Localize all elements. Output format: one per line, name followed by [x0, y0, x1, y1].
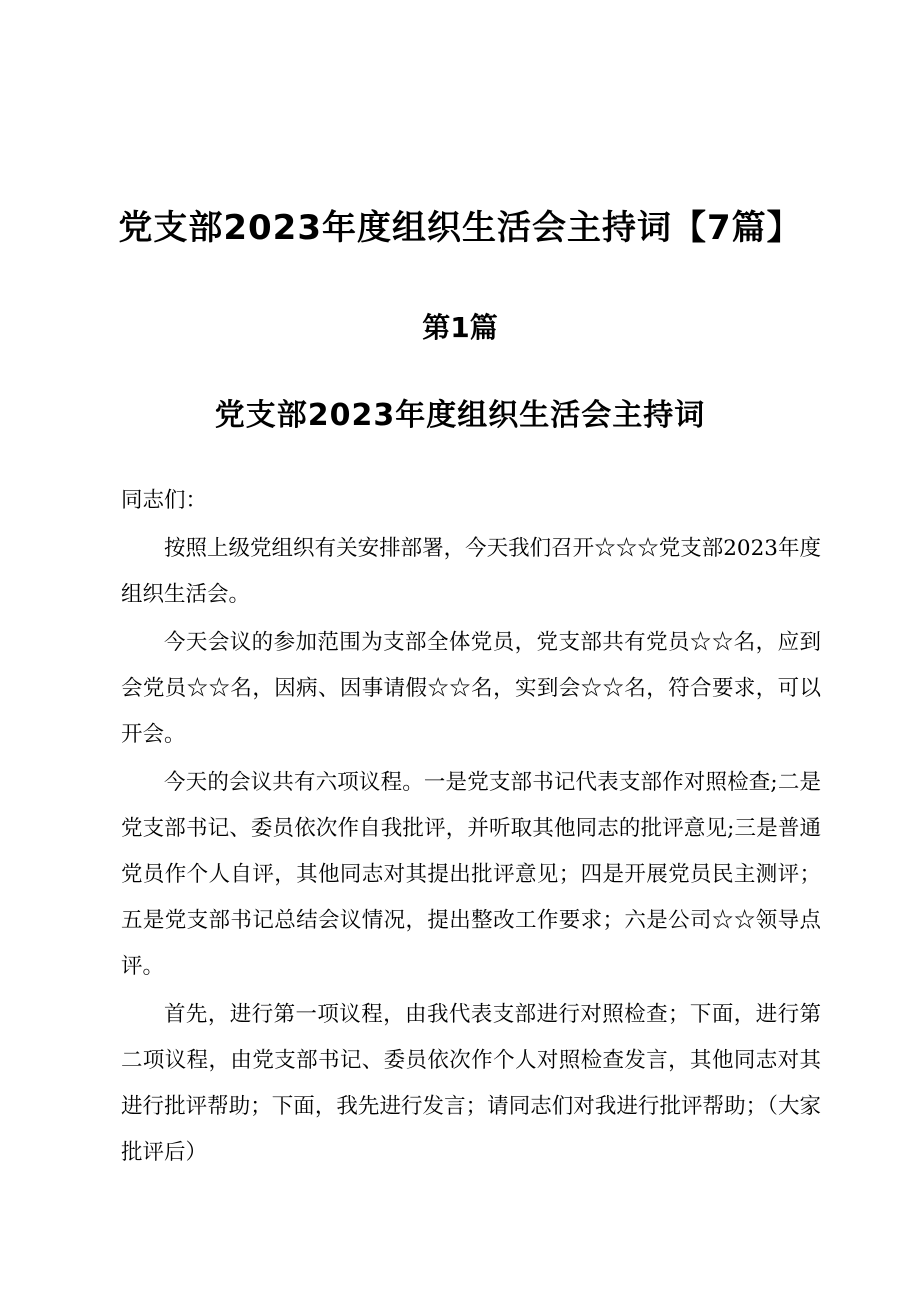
paragraph-attendance: 今天会议的参加范围为支部全体党员，党支部共有党员☆☆名，应到会党员☆☆名，因病、因事请假☆☆名，实到会☆☆名，符合要求，可以开会。 — [121, 630, 821, 747]
paragraph-proceedings: 首先，进行第一项议程，由我代表支部进行对照检查；下面，进行第二项议程，由党支部书记、委员依次作个人对照检查发言，其他同志对其进行批评帮助；下面，我先进行发言；请同志们对我进行批评帮助；（大家批评后） — [121, 1002, 821, 1165]
section-title: 党支部2023年度组织生活会主持词 — [214, 398, 706, 433]
salutation: 同志们： — [121, 488, 208, 513]
document-title: 党支部2023年度组织生活会主持词【7篇】 — [118, 208, 802, 248]
paragraph-agenda: 今天的会议共有六项议程。一是党支部书记代表支部作对照检查;二是党支部书记、委员依次作自我批评，并听取其他同志的批评意见;三是普通党员作个人自评，其他同志对其提出批评意见；四是开展党员民主测评；五是党支部书记总结会议情况，提出整改工作要求；六是公司☆☆领导点评。 — [121, 770, 821, 979]
paragraph-arrangement: 按照上级党组织有关安排部署，今天我们召开☆☆☆党支部2023年度组织生活会。 — [121, 536, 821, 607]
section-heading: 第1篇 — [422, 311, 498, 344]
document-body — [121, 478, 821, 1178]
